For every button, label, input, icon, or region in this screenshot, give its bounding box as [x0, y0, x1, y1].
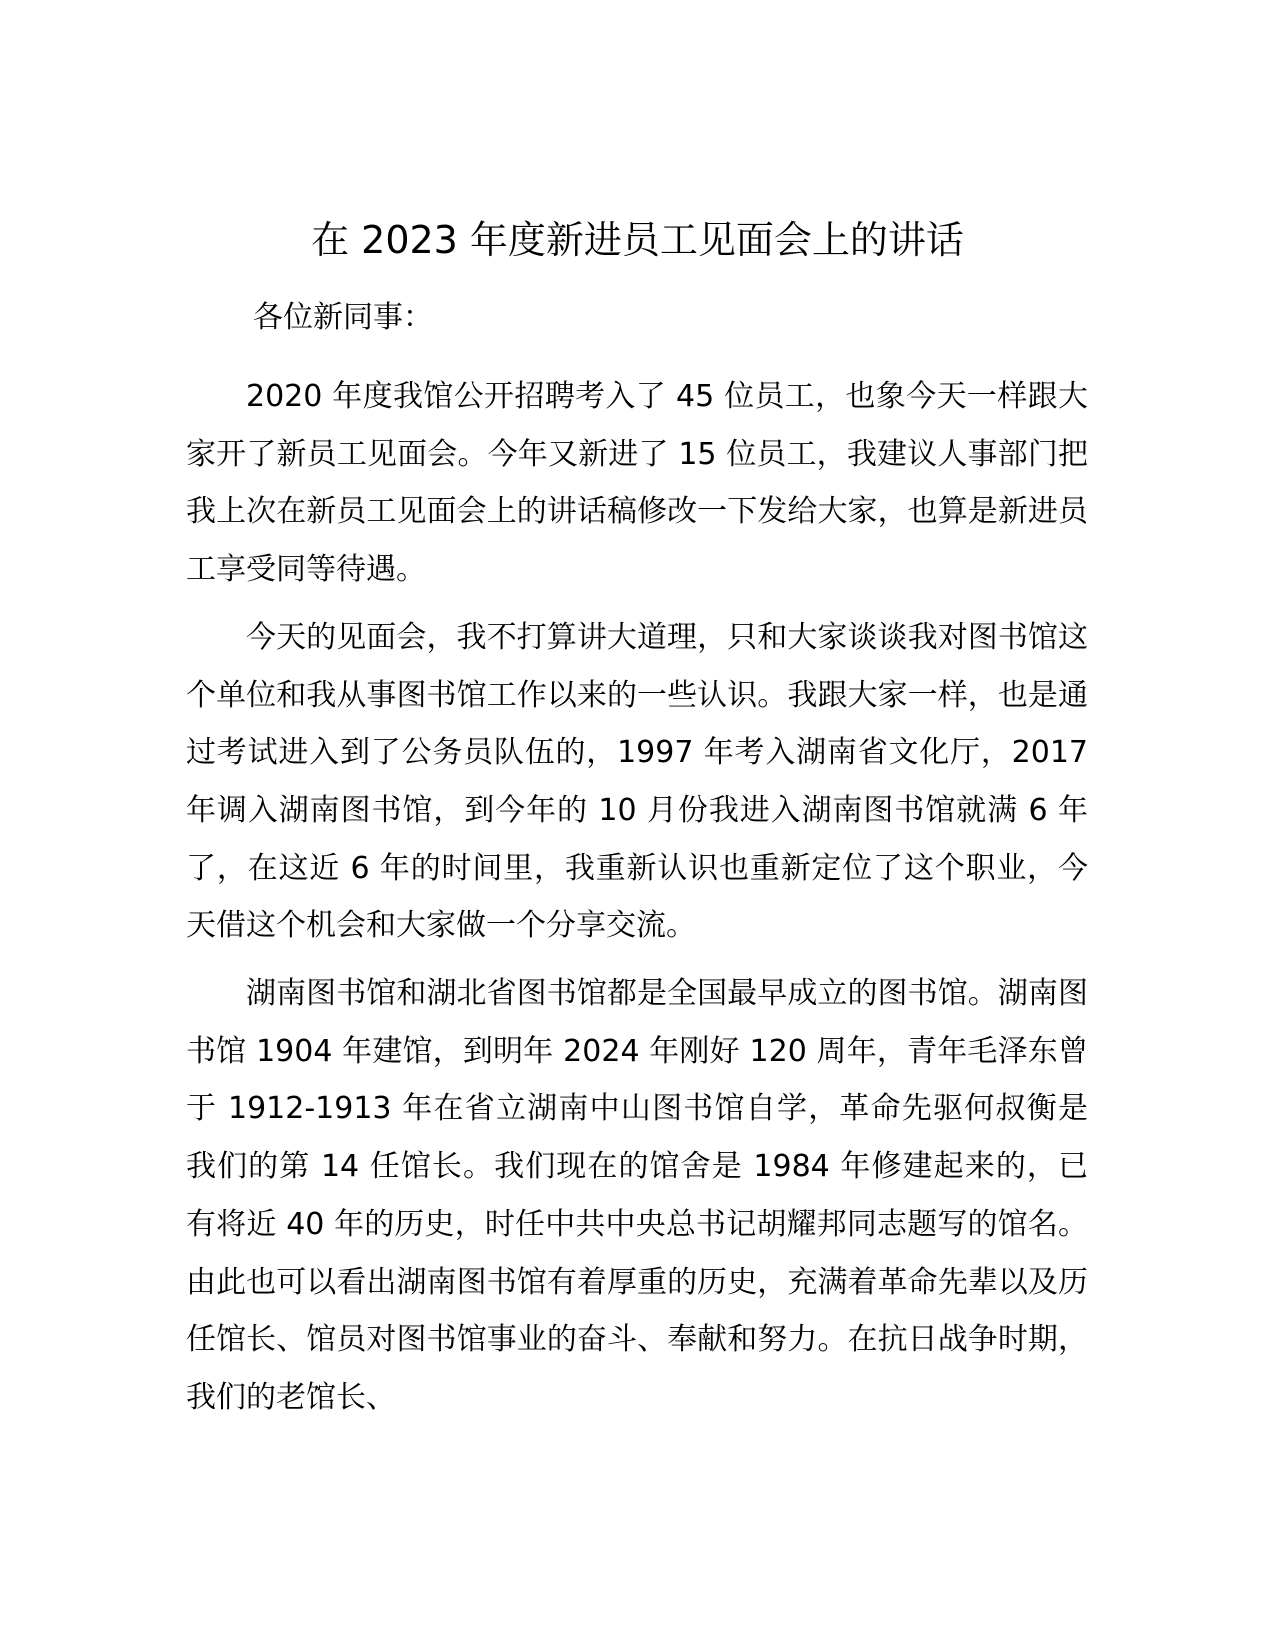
document-body	[186, 368, 1088, 1437]
paragraph: 湖南图书馆和湖北省图书馆都是全国最早成立的图书馆。湖南图书馆 1904 年建馆，到明年 2024 年刚好 120 周年，青年毛泽东曾于 1912-1913 年在省立湖南中山图书馆自学，革命先驱何叔衡是我们的第 14 任馆长。我们现在的馆舍是 1984 年修建起来的，已有将近 40 年的历史，时任中共中央总书记胡耀邦同志题写的馆名。由此也可以看出湖南图书馆有着厚重的历史，充满着革命先辈以及历任馆长、馆员对图书馆事业的奋斗、奉献和努力。在抗日战争时期，我们的老馆长、	[186, 976, 1088, 1415]
document-title: 在 2023 年度新进员工见面会上的讲话	[311, 218, 964, 262]
salutation: 各位新同事：	[253, 300, 433, 335]
paragraph: 今天的见面会，我不打算讲大道理，只和大家谈谈我对图书馆这个单位和我从事图书馆工作以来的一些认识。我跟大家一样，也是通过考试进入到了公务员队伍的，1997 年考入湖南省文化厅，2017 年调入湖南图书馆，到今年的 10 月份我进入湖南图书馆就满 6 年了，在这近 6 年的时间里，我重新认识也重新定位了这个职业，今天借这个机会和大家做一个分享交流。	[186, 619, 1088, 944]
paragraph: 2020 年度我馆公开招聘考入了 45 位员工，也象今天一样跟大家开了新员工见面会。今年又新进了 15 位员工，我建议人事部门把我上次在新员工见面会上的讲话稿修改一下发给大家，也算是新进员工享受同等待遇。	[186, 379, 1088, 588]
